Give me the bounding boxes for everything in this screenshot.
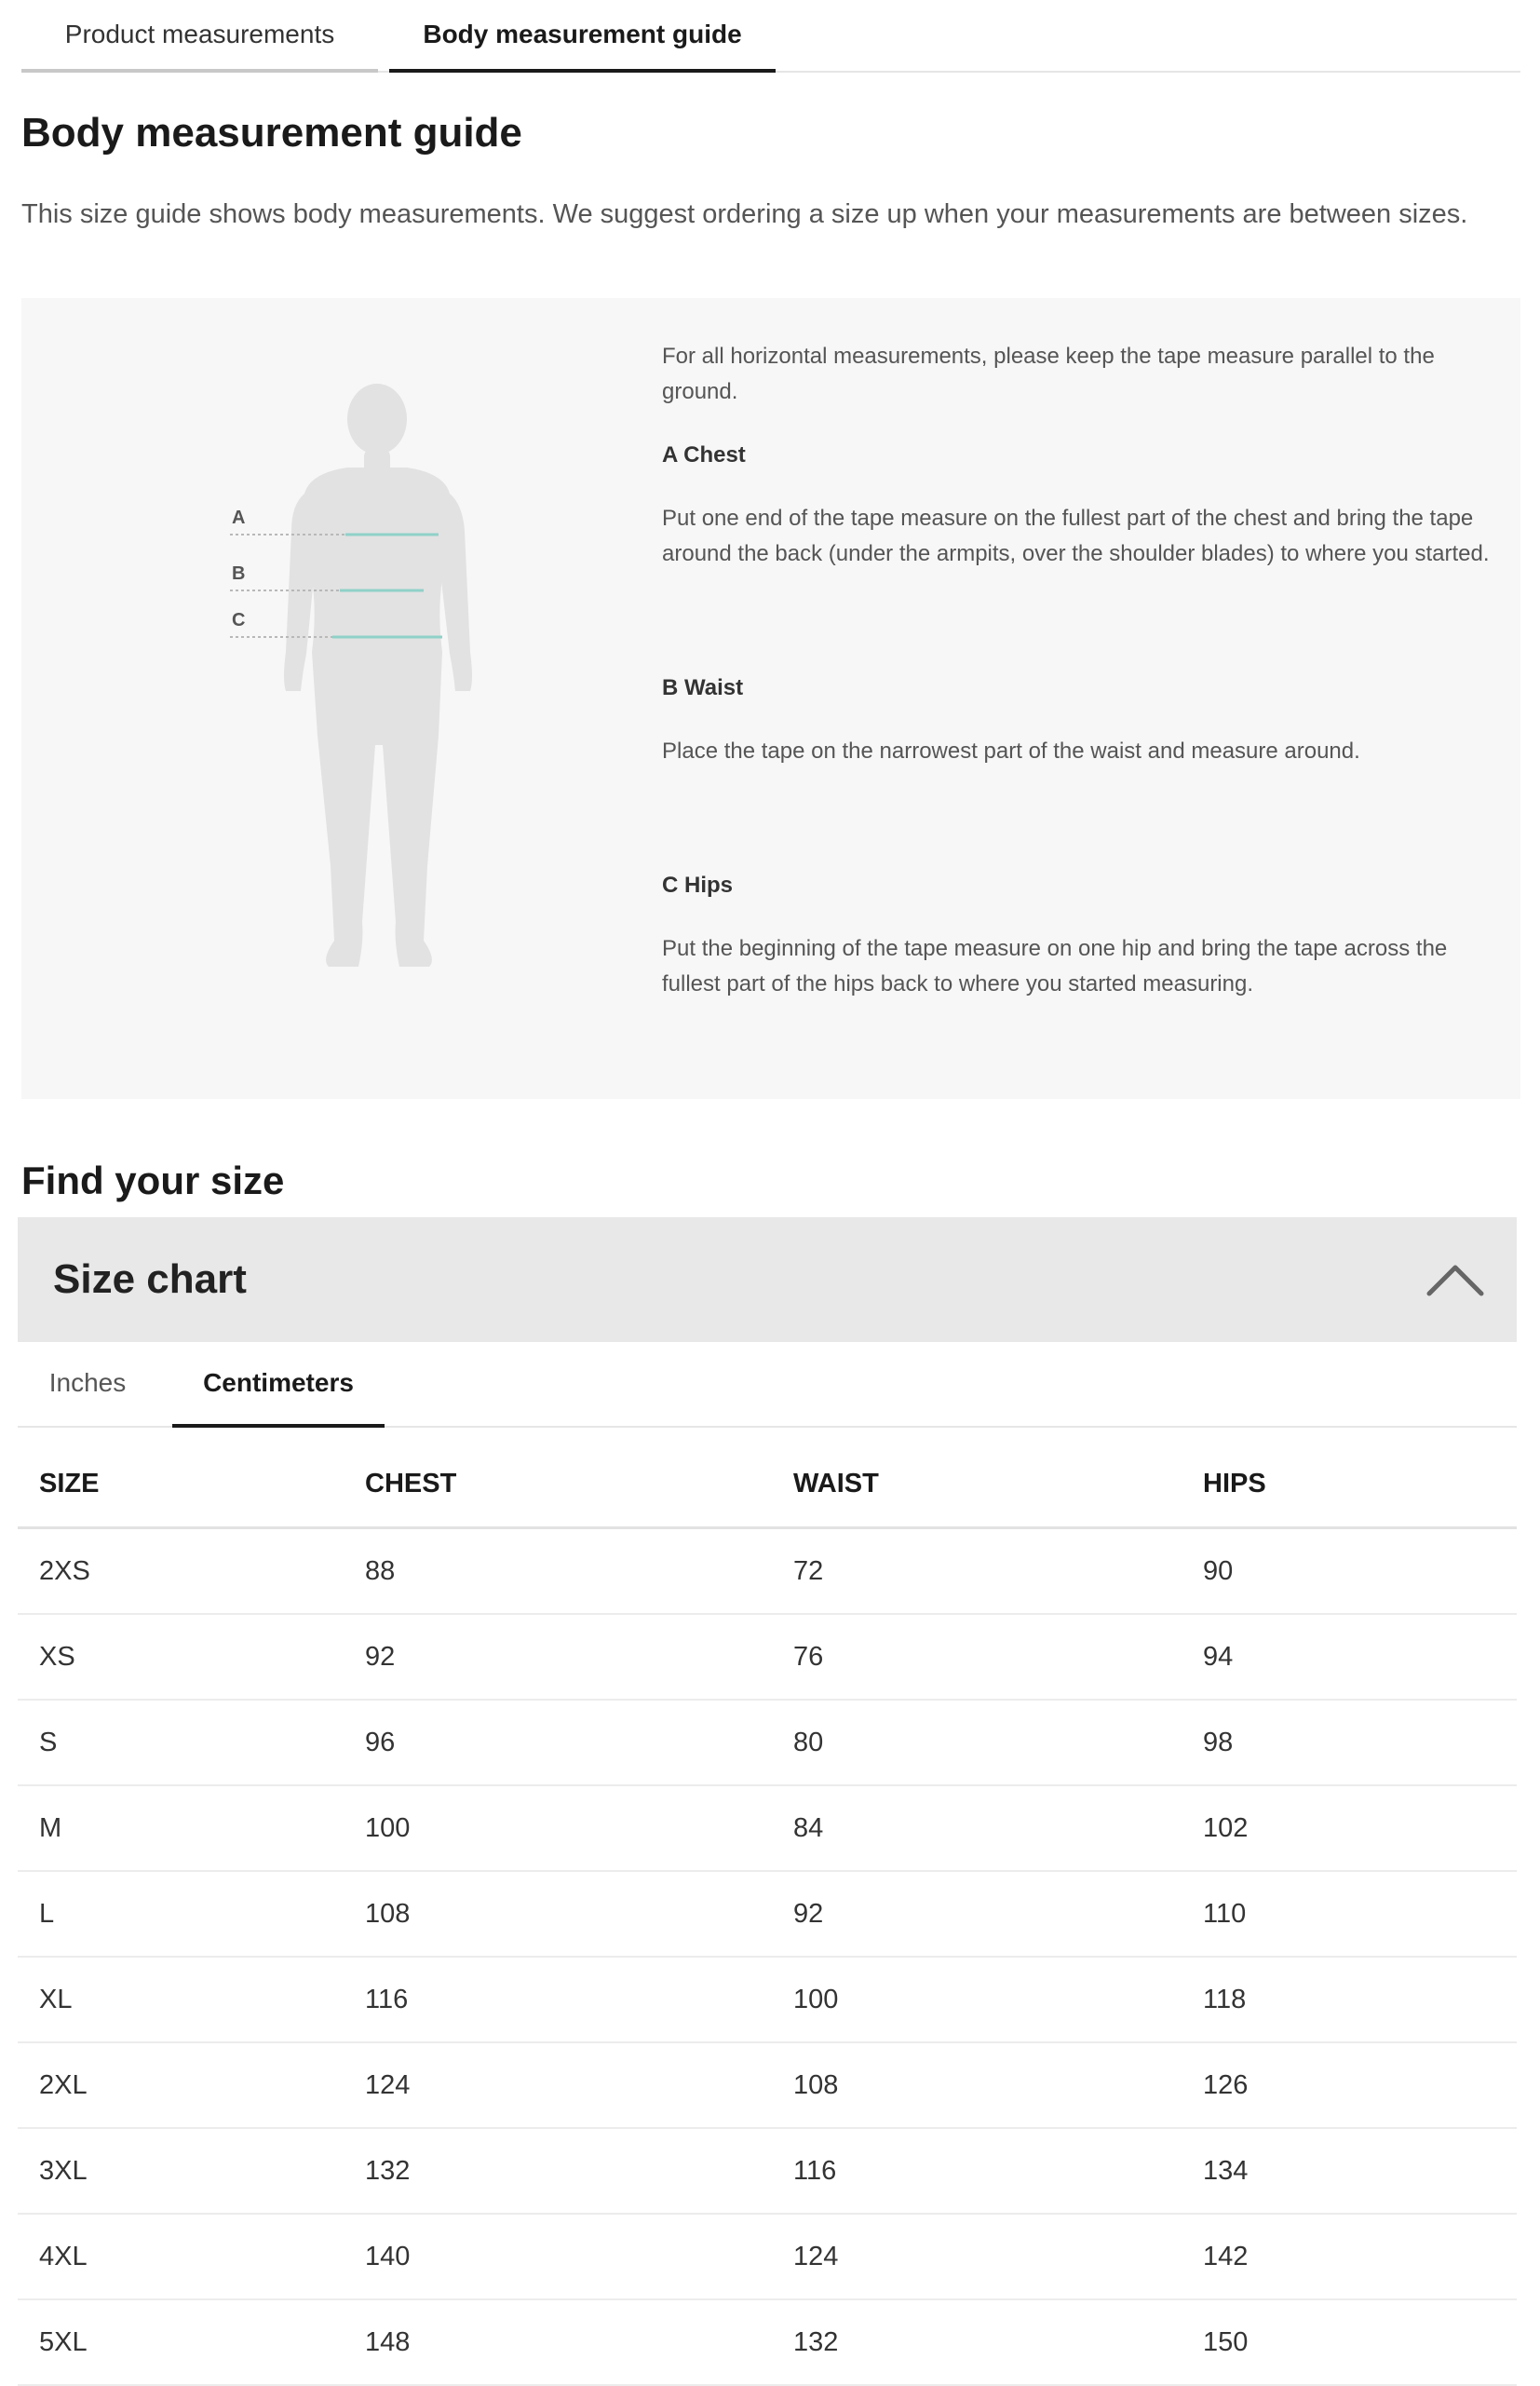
- cell-chest: 108: [344, 1871, 772, 1957]
- size-chart-table: [18, 1441, 1517, 2386]
- chevron-up-icon[interactable]: [1425, 1260, 1485, 1297]
- hips-instruction: Put the beginning of the tape measure on one hip and bring the tape across the fullest part of the hips back to where you started measuring.: [662, 936, 1448, 996]
- diagram-label-b: B: [232, 563, 246, 584]
- cell-hips: 118: [1182, 1957, 1517, 2042]
- cell-size: 2XS: [18, 1528, 344, 1615]
- cell-hips: 94: [1182, 1614, 1517, 1700]
- table-header-row: [18, 1441, 1517, 1528]
- cell-waist: 80: [772, 1700, 1182, 1785]
- page-title: Body measurement guide: [21, 110, 522, 156]
- header-size: SIZE: [18, 1441, 344, 1528]
- size-chart-accordion[interactable]: [18, 1217, 1517, 1342]
- table-row: [18, 1700, 1517, 1785]
- cell-waist: 124: [772, 2214, 1182, 2299]
- hips-heading: C Hips: [662, 873, 734, 898]
- body-diagram: [208, 345, 506, 1201]
- table-row: [18, 2214, 1517, 2299]
- cell-hips: 150: [1182, 2299, 1517, 2385]
- header-hips: HIPS: [1182, 1441, 1517, 1528]
- cell-size: M: [18, 1785, 344, 1871]
- body-silhouette-icon: [208, 345, 506, 1201]
- cell-waist: 72: [772, 1528, 1182, 1615]
- cell-chest: 132: [344, 2128, 772, 2214]
- cell-waist: 100: [772, 1957, 1182, 2042]
- measurement-instructions: [662, 339, 1491, 1002]
- cell-size: XL: [18, 1957, 344, 2042]
- cell-size: L: [18, 1871, 344, 1957]
- waist-instruction: Place the tape on the narrowest part of the waist and measure around.: [662, 739, 1360, 764]
- tab-centimeters[interactable]: Centimeters: [172, 1342, 385, 1428]
- cell-hips: 102: [1182, 1785, 1517, 1871]
- diagram-label-a: A: [232, 508, 246, 528]
- cell-waist: 116: [772, 2128, 1182, 2214]
- cell-waist: 92: [772, 1871, 1182, 1957]
- cell-hips: 98: [1182, 1700, 1517, 1785]
- table-row: [18, 2128, 1517, 2214]
- cell-waist: 108: [772, 2042, 1182, 2128]
- cell-hips: 142: [1182, 2214, 1517, 2299]
- cell-size: XS: [18, 1614, 344, 1700]
- cell-chest: 92: [344, 1614, 772, 1700]
- cell-hips: 126: [1182, 2042, 1517, 2128]
- cell-chest: 124: [344, 2042, 772, 2128]
- table-row: [18, 1785, 1517, 1871]
- table-row: [18, 2299, 1517, 2385]
- measurement-panel: [21, 298, 1520, 1099]
- tab-inches[interactable]: Inches: [48, 1368, 127, 1397]
- guide-intro-text: This size guide shows body measurements. We suggest ordering a size up when your measurements are between sizes.: [21, 199, 1468, 229]
- cell-size: S: [18, 1700, 344, 1785]
- table-row: [18, 1528, 1517, 1615]
- tab-body-measurement-guide[interactable]: Body measurement guide: [389, 0, 776, 73]
- size-chart-title: Size chart: [53, 1256, 247, 1302]
- cell-size: 3XL: [18, 2128, 344, 2214]
- table-row: [18, 1871, 1517, 1957]
- cell-waist: 84: [772, 1785, 1182, 1871]
- cell-chest: 100: [344, 1785, 772, 1871]
- cell-size: 4XL: [18, 2214, 344, 2299]
- cell-size: 5XL: [18, 2299, 344, 2385]
- cell-chest: 116: [344, 1957, 772, 2042]
- cell-chest: 140: [344, 2214, 772, 2299]
- header-waist: WAIST: [772, 1441, 1182, 1528]
- find-size-title: Find your size: [21, 1159, 285, 1202]
- header-chest: CHEST: [344, 1441, 772, 1528]
- unit-tabs: [18, 1342, 1517, 1428]
- cell-chest: 88: [344, 1528, 772, 1615]
- cell-waist: 76: [772, 1614, 1182, 1700]
- tab-product-measurements[interactable]: Product measurements: [21, 0, 378, 73]
- cell-hips: 134: [1182, 2128, 1517, 2214]
- table-row: [18, 2042, 1517, 2128]
- chest-heading: A Chest: [662, 442, 746, 468]
- cell-waist: 132: [772, 2299, 1182, 2385]
- cell-hips: 110: [1182, 1871, 1517, 1957]
- cell-chest: 148: [344, 2299, 772, 2385]
- table-row: [18, 1614, 1517, 1700]
- chest-instruction: Put one end of the tape measure on the fullest part of the chest and bring the tape around the back (under the armpits, over the shoulder blades) to where you started.: [662, 506, 1490, 566]
- cell-size: 2XL: [18, 2042, 344, 2128]
- cell-chest: 96: [344, 1700, 772, 1785]
- diagram-label-c: C: [232, 610, 246, 630]
- table-row: [18, 1957, 1517, 2042]
- general-instruction: For all horizontal measurements, please keep the tape measure parallel to the ground.: [662, 344, 1435, 404]
- cell-hips: 90: [1182, 1528, 1517, 1615]
- waist-heading: B Waist: [662, 675, 744, 700]
- measurement-tabs: [21, 0, 1520, 73]
